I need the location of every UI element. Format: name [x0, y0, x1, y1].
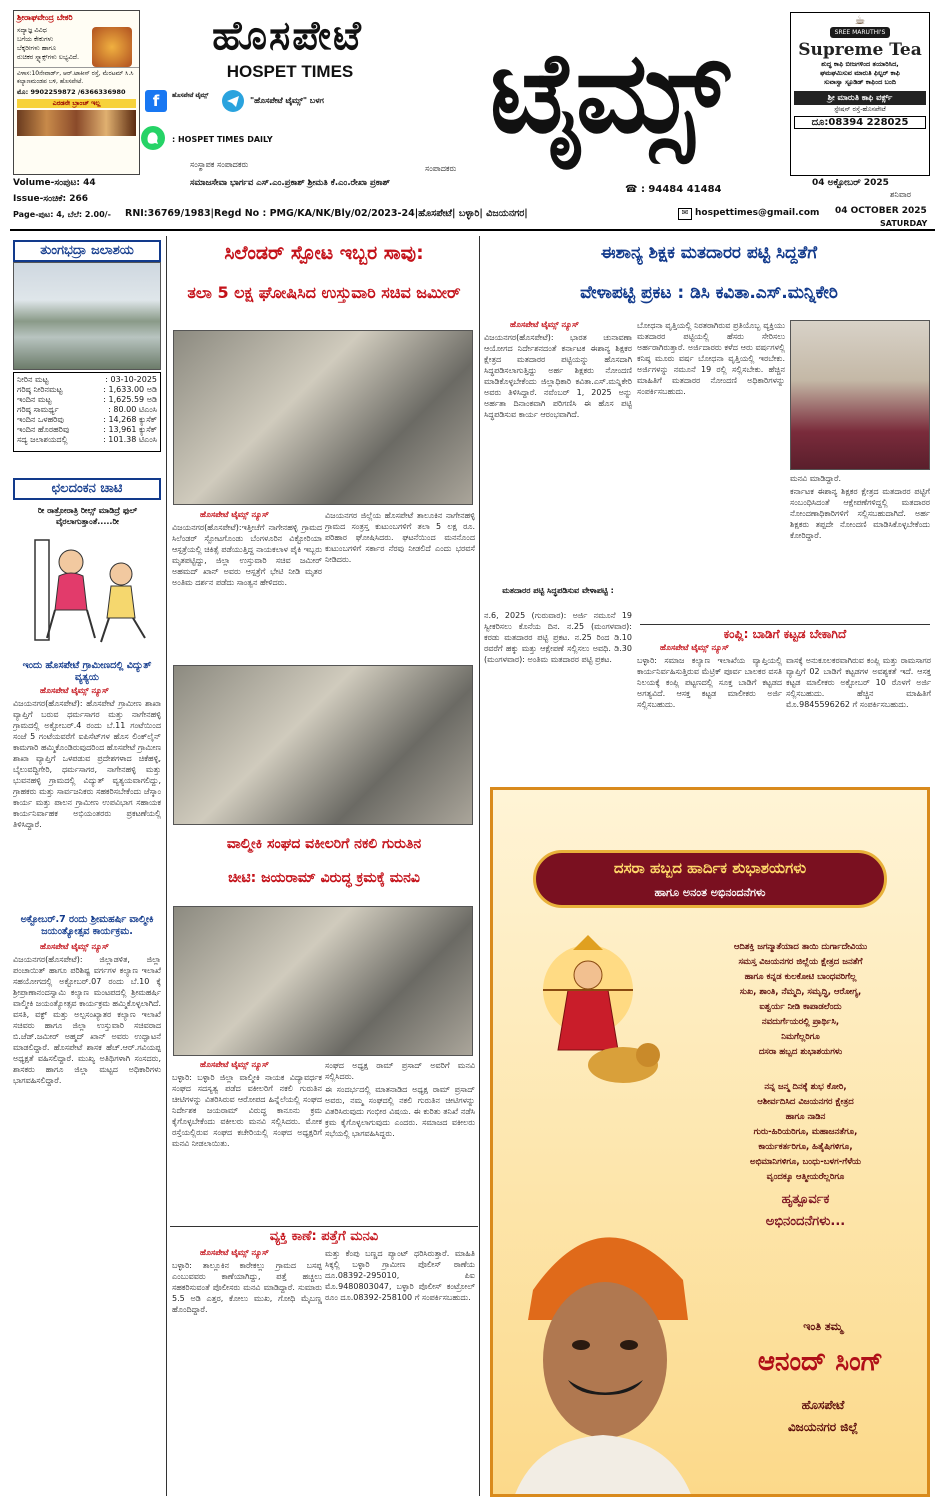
bakery-phone: ಮೊ: 9902259872 /6366336980	[17, 88, 126, 96]
greeting-line: ಅಭಿಮಾನಿಗಳಿಗೂ, ಬಂಧು-ಬಳಗ-ಗೆಳೆಯ	[749, 1157, 862, 1167]
left-story1-byline: ಹೊಸಪೇಟೆ ಟೈಮ್ಸ್ ನ್ಯೂಸ್	[40, 686, 109, 695]
bakery-footer-banner: ಎರಡನೇ ಬ್ರಾಂಚ್ ಇಲ್ಲ	[17, 99, 136, 108]
date-english: 04 OCTOBER 2025	[835, 206, 927, 216]
right-story2-body-right: ವಾಸಕ್ಕೆ ಅನುಕೂಲಕರವಾಗಿರುವ ಕಂಪ್ಲಿ ಮತ್ತು ರಾಮಸಾಗರ ವ್ಯಾಪ್ತಿಗೆ 02 ಬಾಡಿಗೆ ಕಟ್ಟಡಗಳ ಅವಶ್ಯಕತೆ ಇದೆ. ಆಸಕ್ತ ಕಟ್ಟಡ ಮಾಲೀಕರು ಅಕ್ಟೋಬರ್ 10 ರೊಳಗೆ ಅರ್ಜಿ ಸಲ್ಲಿಸಬಹುದು. ಹೆಚ್ಚಿನ ಮಾಹಿತಿಗೆ ಮೊ.9845596262 ಗೆ ಸಂಪರ್ಕಿಸಬಹುದು.	[786, 656, 931, 709]
greeting-subtitle: ಹಾಗೂ ಅನಂತ ಅಭಿನಂದನೆಗಳು	[654, 886, 766, 899]
greeting-line: ಐಶ್ವರ್ಯ ನೀಡಿ ಕಾಪಾಡಲೆಂದು	[759, 1002, 842, 1012]
dam-stat-row: ಗರಿಷ್ಠ ಸಾಮರ್ಥ್ಯ : 80.00 ಟಿಎಂಸಿ	[17, 405, 157, 414]
founder-names: ಸಮಾಜಸೇವಾ ಭಾರ್ಗವ ಎಸ್.ಎಂ.ಪ್ರಕಾಶ್ ಶ್ರೀಮತಿ ಕೆ.ಎಂ.ರೇಖಾ ಪ್ರಕಾಶ್	[190, 178, 391, 188]
center-story3-body-right: ಮತ್ತು ಕೆಂಪು ಬಣ್ಣದ ಪ್ಯಾಂಟ್ ಧರಿಸಿರುತ್ತಾರೆ. ಮಾಹಿತಿ ಸಿಕ್ಕಲ್ಲಿ ಬಳ್ಳಾರಿ ಗ್ರಾಮೀಣ ಪೊಲೀಸ್ ಠಾಣೆಯ ದೂ.08392-295010, ಪಿಐ ಮೊ.9480803047, ಬಳ್ಳಾರಿ ಪೊಲೀಸ್ ಕಂಟ್ರೋಲ್ ರೂಂ ದೂ.08392-258100 ಗೆ ಸಂಪರ್ಕಿಸಬಹುದು.	[325, 1249, 475, 1302]
center-story2-body-right: ಈ ಸಂದರ್ಭದಲ್ಲಿ ಮಾತನಾಡಿದ ಅಧ್ಯಕ್ಷ ರಾಮ್ ಪ್ರಸಾದ್ ಅವರು, ನಮ್ಮ ಸಂಘದಲ್ಲಿ ನಕಲಿ ಗುರುತಿನ ಚೀಟಿಗಳನ್ನು ವಿತರಿಸಿರುವುದು ಗಂಭೀರ ವಿಷಯ. ಈ ಕುರಿತು ತನಿಖೆ ನಡೆಸಿ ಕ್ರಮ ಕೈಗೊಳ್ಳಲಾಗುವುದು ಎಂದರು. ಸಮಾಜದ ವಕೀಲರು ಸಭೆಯಲ್ಲಿ ಭಾಗವಹಿಸಿದ್ದರು.	[325, 1085, 475, 1138]
center-story1-photo1	[173, 330, 473, 505]
greeting-line: ಆದಿಶಕ್ತಿ ಜಗನ್ಮಾತೆಯಾದ ತಾಯಿ ದುರ್ಗಾದೇವಿಯು	[733, 942, 868, 952]
bakery-lines	[14, 25, 92, 67]
greeting-line: ದಸರಾ ಹಬ್ಬದ ಶುಭಾಶಯಗಳು	[758, 1047, 843, 1057]
tea-brand-top: SREE MARUTHI'S	[830, 27, 890, 38]
dam-stat-row: ಗರಿಷ್ಠ ನೀರಿನಮಟ್ಟ : 1,633.00 ಅಡಿ	[17, 385, 157, 394]
tea-phone: ದೂ:08394 228025	[794, 116, 926, 129]
collector-portrait	[790, 320, 930, 470]
facebook-icon[interactable]: f	[145, 90, 167, 112]
greeting-second-message	[683, 1080, 928, 1233]
volume: Volume-ಸಂಪುಟ: 44	[13, 178, 96, 188]
bakery-line: ರುಚಿಕರ ಸ್ನ್ಯಾಕ್ಸ್‌ಗಳು ಲಭ್ಯವಿದೆ.	[17, 53, 80, 61]
greeting-name: ಆನಂದ್ ಸಿಂಗ್	[757, 1347, 884, 1377]
column-divider	[479, 236, 480, 1496]
right-story2-byline: ಹೊಸಪೇಟೆ ಟೈಮ್ಸ್ ನ್ಯೂಸ್	[660, 643, 729, 652]
left-story2-body: ವಿಜಯನಗರ(ಹೊಸಪೇಟೆ): ಜಿಲ್ಲಾಡಳಿತ, ಜಿಲ್ಲಾ ಪಂಚಾಯಿತ್ ಹಾಗೂ ಪರಿಶಿಷ್ಟ ವರ್ಗಗಳ ಕಲ್ಯಾಣ ಇಲಾಖೆ ಸಹಯೋಗದಲ್ಲಿ ಅಕ್ಟೋಬರ್.07 ರಂದು ಬೆ.10 ಕ್ಕೆ ಶ್ರೀಪ್ರಾಣಾನಂದಸ್ವಾಮಿ ಕಲ್ಯಾಣ ಮಂಟಪದಲ್ಲಿ ಶ್ರೀಮಹರ್ಷಿ ವಾಲ್ಮೀಕಿ ಜಯಂತ್ಯೋತ್ಸವ ಕಾರ್ಯಕ್ರಮ ಹಮ್ಮಿಕೊಳ್ಳಲಾಗಿದೆ. ವಸತಿ, ವಕ್ಫ್ ಮತ್ತು ಅಲ್ಪಸಂಖ್ಯಾತರ ಕಲ್ಯಾಣ ಇಲಾಖೆ ಸಚಿವರು ಹಾಗೂ ಜಿಲ್ಲಾ ಉಸ್ತುವಾರಿ ಸಚಿವರಾದ ಬಿ.ಜೆಡ್.ಜಮೀರ್ ಅಹ್ಮದ್ ಖಾನ್ ಅವರು ಉದ್ಘಾಟನೆ ಮಾಡಲಿದ್ದಾರೆ. ಹೊಸಪೇಟೆ ಶಾಸಕ ಹೆಚ್.ಆರ್.ಗವಿಯಪ್ಪ ಅಧ್ಯಕ್ಷತೆ ವಹಿಸಲಿದ್ದಾರೆ. ಮುಖ್ಯ ಅತಿಥಿಗಳಾಗಿ ಸಂಸದರು, ಶಾಸಕರು ಹಾಗೂ ಜಿಲ್ಲಾ ಮಟ್ಟದ ಅಧಿಕಾರಿಗಳು ಭಾಗವಹಿಸಲಿದ್ದಾರೆ.	[13, 955, 161, 1085]
email-address[interactable]: hospettimes@gmail.com	[695, 208, 820, 218]
right-story2-body-left: ಬಳ್ಳಾರಿ: ಸಮಾಜ ಕಲ್ಯಾಣ ಇಲಾಖೆಯ ವ್ಯಾಪ್ತಿಯಲ್ಲಿ ಕಾರ್ಯನಿರ್ವಹಿಸುತ್ತಿರುವ ಮೆಟ್ರಿಕ್ ಪೂರ್ವ ಬಾಲಕರ ವಸತಿ ನಿಲಯಕ್ಕೆ ಕಂಪ್ಲಿ ಪಟ್ಟಣದಲ್ಲಿ ಸೂಕ್ತ ಬಾಡಿಗೆ ಕಟ್ಟಡದ ಅಗತ್ಯವಿದೆ. ಆಸಕ್ತ ಕಟ್ಟಡ ಮಾಲೀಕರು ಅರ್ಜಿ ಸಲ್ಲಿಸಬಹುದು.	[637, 656, 782, 709]
greeting-line: ನವದುರ್ಗೆಯರಲ್ಲಿ ಪ್ರಾರ್ಥಿಸಿ,	[761, 1017, 840, 1027]
registration-line: RNI:36769/1983|Regd No : PMG/KA/NK/Bly/02/2023-24|ಹೊಸಪೇಟೆ| ಬಳ್ಳಾರಿ| ವಿಜಯನಗರ|	[125, 208, 528, 219]
whatsapp-icon[interactable]	[140, 125, 166, 151]
bakery-cakes-image	[17, 110, 136, 136]
dasara-greeting-ad	[490, 787, 930, 1497]
center-story1-photo2	[173, 665, 473, 825]
greeting-place: ಹೊಸಪೇಟೆ	[801, 1398, 845, 1412]
dam-title: ತುಂಗಭದ್ರಾ ಜಲಾಶಯ	[13, 240, 161, 262]
right-story2-headline: ಕಂಪ್ಲಿ: ಬಾಡಿಗೆ ಕಟ್ಟಡ ಬೇಕಾಗಿದೆ	[640, 624, 930, 643]
right-story1-body-right2: ಕರ್ನಾಟಕ ಈಶಾನ್ಯ ಶಿಕ್ಷಕರ ಕ್ಷೇತ್ರದ ಮತದಾರರ ಪಟ್ಟಿಗೆ ಸಂಬಂಧಿಸಿದಂತೆ ಆಕ್ಷೇಪಣೆಗಳಿದ್ದಲ್ಲಿ ಮತದಾರರ ನೋಂದಣಾಧಿಕಾರಿಗಳಿಗೆ ಸಲ್ಲಿಸಬಹುದಾಗಿದೆ. ಅರ್ಹ ಶಿಕ್ಷಕರು ತಪ್ಪದೇ ನೋಂದಣಿ ಮಾಡಿಸಿಕೊಳ್ಳಬೇಕೆಂದು ಕೋರಿದ್ದಾರೆ.	[790, 487, 930, 540]
tea-cup-icon: ☕	[854, 13, 866, 27]
greeting-line: ಆಶೀರ್ವದಿಸಿದ ವಿಜಯನಗರ ಕ್ಷೇತ್ರದ	[757, 1097, 854, 1107]
facebook-label: ಹೊಸಪೇಟೆ ಟೈಮ್ಸ್	[172, 92, 209, 99]
right-story1-body-right: ಬೋಧನಾ ವೃತ್ತಿಯಲ್ಲಿ ನಿರತರಾಗಿರುವ ಪ್ರತಿಯೊಬ್ಬ ವ್ಯಕ್ತಿಯು ಮತದಾರರ ಪಟ್ಟಿಯಲ್ಲಿ ಹೆಸರು ಸೇರಿಸಲು ಅರ್ಹರಾಗಿರುತ್ತಾರೆ. ಅರ್ಜಿದಾರರು ಕಳೆದ ಆರು ವರ್ಷಗಳಲ್ಲಿ ಕನಿಷ್ಠ ಮೂರು ವರ್ಷ ಬೋಧನಾ ವೃತ್ತಿಯಲ್ಲಿ ಇರಬೇಕು. ಅರ್ಜಿಗಳನ್ನು ನಮೂನೆ 19 ರಲ್ಲಿ ಸಲ್ಲಿಸಬೇಕು. ಹೆಚ್ಚಿನ ಮಾಹಿತಿಗೆ ಮತದಾರರ ನೋಂದಣಿ ಅಧಿಕಾರಿಗಳನ್ನು ಸಂಪರ್ಕಿಸಬಹುದು.	[637, 321, 785, 396]
founder-label: ಸಂಸ್ಥಾಪಕ ಸಂಪಾದಕರು	[190, 160, 249, 169]
whatsapp-label: : HOSPET TIMES DAILY	[172, 135, 273, 144]
center-story2-headline-line2: ಚೀಟಿ: ಜಯರಾಮ್ ವಿರುದ್ಧ ಕ್ರಮಕ್ಕೆ ಮನವಿ	[228, 870, 420, 886]
greeting-district: ವಿಜಯನಗರ ಜಿಲ್ಲೆ	[787, 1420, 859, 1434]
cartoon-caption: ರೀ ರಾತ್ರೋರಾತ್ರಿ ರೀಲ್ಸ್ ಮಾಡಿದ್ರೆ ಫುಲ್ ವೈರಲಾಗುತ್ತಾಂತೆ.....ರೀ	[37, 506, 138, 526]
pages-price: Page-ಪುಟ: 4, ಬೆಲೆ: 2.00/-	[13, 210, 111, 219]
dam-stat-row: ಸದ್ಯ ಜಲಾಶಯದಲ್ಲಿ : 101.38 ಟಿಎಂಸಿ	[17, 435, 157, 444]
dam-photo	[13, 262, 161, 370]
left-story1-headline: ಇಂದು ಹೊಸಪೇಟೆ ಗ್ರಾಮೀಣದಲ್ಲಿ ವಿದ್ಯುತ್ ವ್ಯತ್ಯಯ	[22, 660, 152, 683]
greeting-line: ಹಾಗೂ ನಾಡಿನ	[785, 1112, 826, 1122]
tea-line: ಸುವಾಸ್ವಾ ಸ್ಟೂಡಿಡ್ ಕಾಫಿಂದ ಬಂದಿ	[823, 78, 897, 86]
greeting-line: ನಿಮಗೆಲ್ಲರಿಗೂ	[781, 1032, 820, 1042]
cartoon-title: ಛಲದಂಕನ ಚಾಟಿ	[13, 478, 161, 500]
bakery-line: ಬಗೆಯ ಕೇಕುಗಳು	[17, 35, 54, 43]
dam-stat-row: ಇಂದಿನ ಒಳಹರಿವು : 14,268 ಕ್ಯುಸೆಕ್	[17, 415, 157, 424]
center-story1-byline: ಹೊಸಪೇಟೆ ಟೈಮ್ಸ್ ನ್ಯೂಸ್	[200, 510, 269, 519]
issue: Issue-ಸಂಚಿಕೆ: 266	[13, 194, 89, 204]
greeting-thanks: ಹೃತ್ಪೂರ್ವಕ	[781, 1192, 830, 1207]
center-story3-body-left: ಬಳ್ಳಾರಿ: ತಾಲ್ಲೂಕಿನ ಕಾರೇಕಲ್ಲು ಗ್ರಾಮದ ಬಸಪ್ಪ ಎಂಬುವವರು ಕಾಣೆಯಾಗಿದ್ದು, ಪತ್ತೆ ಹಚ್ಚಲು ಸಹಕರಿಸುವಂತೆ ಪೊಲೀಸರು ಮನವಿ ಮಾಡಿದ್ದಾರೆ. ಸುಮಾರು 5.5 ಅಡಿ ಎತ್ತರ, ಕೋಲು ಮುಖ, ಗೋಧಿ ಮೈಬಣ್ಣ ಹೊಂದಿದ್ದಾರೆ.	[172, 1261, 322, 1314]
tea-line: ಘಮಘಮಿಸುವ ಮಾರುತಿ ಫಿಲ್ಟರ್ ಕಾಫಿ	[820, 69, 900, 77]
greeting-line: ಗುರು-ಹಿರಿಯರಿಗೂ, ಮಹಾಜನತೆಗೂ,	[753, 1127, 858, 1137]
center-story3-byline: ಹೊಸಪೇಟೆ ಟೈಮ್ಸ್ ನ್ಯೂಸ್	[200, 1248, 269, 1257]
center-story2-body-left: ಬಳ್ಳಾರಿ: ಬಳ್ಳಾರಿ ಜಿಲ್ಲಾ ವಾಲ್ಮೀಕಿ ನಾಯಕ ವಿದ್ಯಾವರ್ಧಕ ಸಂಘದ ಸದಸ್ಯತ್ವ ಪಡೆದ ವಕೀಲರಿಗೆ ನಕಲಿ ಗುರುತಿನ ಚೀಟಿಗಳನ್ನು ವಿತರಿಸಿರುವ ಆರೋಪದ ಹಿನ್ನೆಲೆಯಲ್ಲಿ ಸಂಘದ ನಿರ್ದೇಶಕ ಜಯರಾಮ್ ವಿರುದ್ಧ ಕಾನೂನು ಕ್ರಮ ಕೈಗೊಳ್ಳಬೇಕೆಂದು ವಕೀಲರು ಮನವಿ ಸಲ್ಲಿಸಿದರು. ಮೋಕ ರಸ್ತೆಯಲ್ಲಿರುವ ಸಂಘದ ಕಚೇರಿಯಲ್ಲಿ ಸಂಘದ ಅಧ್ಯಕ್ಷರಿಗೆ ಮನವಿ ನೀಡಲಾಯಿತು.	[172, 1073, 322, 1148]
left-story1-body: ವಿಜಯನಗರ(ಹೊಸಪೇಟೆ): ಹೊಸಪೇಟೆ ಗ್ರಾಮೀಣ ಶಾಖಾ ವ್ಯಾಪ್ತಿಗೆ ಬರುವ ಧರ್ಮಸಾಗರ ಮತ್ತು ನಾಗೇನಹಳ್ಳಿ ಗ್ರಾಮದಲ್ಲಿ ಅಕ್ಟೋಬರ್.4 ರಂದು ಬೆ.11 ಗಂಟೆಯಿಂದ ಸಂಜೆ 5 ಗಂಟೆಯವರೆಗೆ ಐಪಿಸೆಟ್‌ಗಳ ಹೊಸ ಲಿಂಕ್‌ಲೈನ್ ಕಾಮಗಾರಿ ಹಮ್ಮಿಕೊಂಡಿರುವುದರಿಂದ ಹೊಸಪೇಟೆ ಗ್ರಾಮೀಣ ಶಾಖಾ ವ್ಯಾಪ್ತಿಗೆ ಒಳಪಡುವ ಪ್ರದೇಶಗಳಾದ ಚಿಕೆಹಳ್ಳಿ, ಬೈಲುವದ್ದಿಗೇರಿ, ಧರ್ಮಸಾಗರ, ನಾಗೇನಹಳ್ಳಿ ಮತ್ತು ಭುವನಹಳ್ಳಿ ಗ್ರಾಮದಲ್ಲಿ ವಿದ್ಯುತ್ ವ್ಯತ್ಯಯವಾಗಲಿದ್ದು, ಗ್ರಾಹಕರು ಮತ್ತು ಸಾರ್ವಜನಿಕರು ಸಹಕರಿಸಬೇಕೆಂದು ಜೆಸ್ಕಾಂ ಕಾರ್ಯ ಮತ್ತು ಪಾಲನ ಗ್ರಾಮೀಣ ಉಪವಿಭಾಗ ಸಹಾಯಕ ಕಾರ್ಯನಿರ್ವಾಹಕ ಅಭಿಯಂತರರು ಪ್ರಕಟಣೆಯಲ್ಲಿ ತಿಳಿಸಿದ್ದಾರೆ.	[13, 699, 161, 829]
center-story2-photo-caption: ಸಂಘದ ಅಧ್ಯಕ್ಷ ರಾಮ್ ಪ್ರಸಾದ್ ಅವರಿಗೆ ಮನವಿ ಸಲ್ಲಿಸಿದರು.	[325, 1061, 475, 1081]
greeting-message	[673, 940, 928, 1060]
right-story1-photo-caption: ಮನವಿ ಮಾಡಿದ್ದಾರೆ.	[790, 474, 842, 483]
bakery-address: ವಿಳಾಸ:10ನೇವಾರ್ಡ್, ಆರ್.ಟಾಕೀಸ್ ರಸ್ತೆ, ಮೆರಟಮ್ ಸಿ.ಸಿ ಕಲ್ಯಾಣಮಂಡಪ ಬಳಿ, ಹೊಸಪೇಟೆ.	[14, 67, 139, 88]
right-story1-headline-line2: ವೇಳಾಪಟ್ಟಿ ಪ್ರಕಟ : ಡಿಸಿ ಕವಿತಾ.ಎಸ್.ಮನ್ನಿಕೇರಿ	[580, 283, 838, 303]
center-story3-headline: ವ್ಯಕ್ತಿ ಕಾಣೆ: ಪತ್ತೆಗೆ ಮನವಿ	[170, 1226, 478, 1247]
left-story2-headline: ಅಕ್ಟೋಬರ್.7 ರಂದು ಶ್ರೀಮಹರ್ಷಿ ವಾಲ್ಮೀಕಿ ಜಯಂತ್ಯೋತ್ಸವ ಕಾರ್ಯಕ್ರಮ.	[20, 914, 154, 937]
right-story1-schedule-body: ನ.6, 2025 (ಗುರುವಾರ): ಅರ್ಜಿ ನಮೂನೆ 19 ಸ್ವೀಕರಿಸಲು ಕೊನೆಯ ದಿನ. ನ.25 (ಮಂಗಳವಾರ): ಕರಡು ಮತದಾರರ ಪಟ್ಟಿ ಪ್ರಕಟ. ನ.25 ರಿಂದ ಡಿ.10 ರವರೆಗೆ ಹಕ್ಕು ಮತ್ತು ಆಕ್ಷೇಪಣೆ ಸಲ್ಲಿಸಲು ಅವಧಿ. ಡಿ.30 (ಮಂಗಳವಾರ): ಅಂತಿಮ ಮತದಾರರ ಪಟ್ಟಿ ಪ್ರಕಟ.	[484, 611, 632, 664]
center-story2-headline-line1: ವಾಲ್ಮೀಕಿ ಸಂಘದ ವಕೀಲರಿಗೆ ನಕಲಿ ಗುರುತಿನ	[226, 836, 422, 852]
dam-stat-row: ನೀರಿನ ಮಟ್ಟ : 03-10-2025	[17, 375, 157, 384]
dam-stat-row: ಇಂದಿನ ಹೊರಹರಿವು : 13,961 ಕ್ಯುಸೆಕ್	[17, 425, 157, 434]
center-story1-headline-line1: ಸಿಲೆಂಡರ್ ಸ್ಪೋಟ ಇಬ್ಬರ ಸಾವು:	[224, 242, 424, 264]
tea-brand-name: Supreme Tea	[798, 40, 922, 60]
greeting-title: ದಸರಾ ಹಬ್ಬದ ಹಾರ್ದಿಕ ಶುಭಾಶಯಗಳು	[613, 859, 807, 877]
bakery-line: ಬೆಕ್ಕರೀಗಳು ಹಾಗೂ	[17, 44, 57, 52]
center-story2-photo	[173, 906, 473, 1056]
center-story1-body-right: ವಿಜಯನಗರ ಜಿಲ್ಲೆಯ ಹೊಸಪೇಟೆ ತಾಲೂಕಿನ ನಾಗೇನಹಳ್ಳಿ ಗ್ರಾಮದ ಸಂತ್ರಸ್ತ ಕುಟುಂಬಗಳಿಗೆ ತಲಾ 5 ಲಕ್ಷ ರೂ. ಪರಿಹಾರ ಘೋಷಿಸಿದರು. ಘಟನೆಯಿಂದ ಮನನೊಂದ ಕುಟುಂಬಗಳಿಗೆ ಸರ್ಕಾರ ನೆರವು ನೀಡಲಿದೆ ಎಂದು ಭರವಸೆ ನೀಡಿದರು.	[325, 511, 475, 564]
greeting-line: ನನ್ನ ಜನ್ಮ ದಿನಕ್ಕೆ ಶುಭ ಕೋರಿ,	[764, 1082, 847, 1092]
day-kannada: ಶನಿವಾರ	[890, 190, 912, 199]
dam-stats-table	[13, 372, 161, 452]
leader-portrait	[493, 1170, 713, 1497]
right-story1-body-left: ವಿಜಯನಗರ(ಹೊಸಪೇಟೆ): ಭಾರತ ಚುನಾವಣಾ ಆಯೋಗದ ನಿರ್ದೇಶನದಂತೆ ಕರ್ನಾಟಕ ಈಶಾನ್ಯ ಶಿಕ್ಷಕರ ಕ್ಷೇತ್ರದ ಮತದಾರರ ಪಟ್ಟಿಯನ್ನು ಹೊಸದಾಗಿ ಸಿದ್ಧಪಡಿಸಲಾಗುತ್ತಿದ್ದು ಅರ್ಹ ಶಿಕ್ಷಕರು ನೋಂದಣಿ ಮಾಡಿಕೊಳ್ಳಬೇಕೆಂದು ಜಿಲ್ಲಾಧಿಕಾರಿ ಕವಿತಾ.ಎಸ್.ಮನ್ನಿಕೇರಿ ಅವರು ತಿಳಿಸಿದ್ದಾರೆ. ನವೆಂಬರ್ 1, 2025 ಅನ್ನು ಅರ್ಹತಾ ದಿನಾಂಕವಾಗಿ ಪರಿಗಣಿಸಿ ಈ ಹೊಸ ಪಟ್ಟಿ ಸಿದ್ಧಪಡಿಸುವ ಕಾರ್ಯ ಆರಂಭವಾಗಿದೆ.	[484, 333, 632, 419]
tea-shop-name: ಶ್ರೀ ಮಾರುತಿ ಕಾಫಿ ವರ್ಕ್ಸ್	[794, 91, 926, 105]
date-kannada: 04 ಅಕ್ಟೋಬರ್ 2025	[812, 178, 889, 188]
email-icon: ✉	[678, 208, 692, 220]
greeting-title-banner	[533, 850, 887, 908]
bakery-ad-title: ಶ್ರೀರಾಘವೇಂದ್ರ ಬೇಕರಿ	[17, 13, 73, 22]
greeting-line: ಸಮಸ್ತ ವಿಜಯನಗರ ಜಿಲ್ಲೆಯ ಕ್ಷೇತ್ರದ ಜನತೆಗೆ	[738, 957, 863, 967]
greeting-line: ಹಾಗೂ ಕನ್ನಡ ಕುಲಕೋಟಿ ಬಾಂಧವರಿಗೆಲ್ಲ	[744, 972, 857, 982]
center-story1-headline-line2: ತಲಾ 5 ಲಕ್ಷ ಘೋಷಿಸಿದ ಉಸ್ತುವಾರಿ ಸಚಿವ ಜಮೀರ್	[187, 283, 461, 302]
center-story2-byline: ಹೊಸಪೇಟೆ ಟೈಮ್ಸ್ ನ್ಯೂಸ್	[200, 1060, 269, 1069]
center-story1-body-left: ವಿಜಯನಗರ(ಹೊಸಪೇಟೆ):ಇತ್ತೀಚೆಗೆ ನಾಗೇನಹಳ್ಳಿ ಗ್ರಾಮದ ಸಿಲೆಂಡರ್ ಸ್ಪೋಟಗೊಂಡು ಬೆಂಗಳೂರಿನ ವಿಕ್ಟೋರಿಯಾ ಆಸ್ಪತ್ರೆಯಲ್ಲಿ ಚಿಕಿತ್ಸೆ ಪಡೆಯುತ್ತಿದ್ದ ನಾಯಕಲಾಳ ಪೈಕಿ ಇಬ್ಬರು ಮೃತಪಟ್ಟಿದ್ದು, ಜಿಲ್ಲಾ ಉಸ್ತುವಾರಿ ಸಚಿವ ಜಮೀರ್ ಅಹಮದ್ ಖಾನ್ ಅವರು ಆಸ್ಪತ್ರೆಗೆ ಭೇಟಿ ನೀಡಿ ಮೃತರ ಅಂತಿಮ ದರ್ಶನ ಪಡೆದು ಸಾಂತ್ವನ ಹೇಳಿದರು.	[172, 523, 322, 587]
column-divider	[166, 236, 167, 1496]
left-story2-byline: ಹೊಸಪೇಟೆ ಟೈಮ್ಸ್ ನ್ಯೂಸ್	[40, 942, 109, 951]
masthead-divider	[10, 229, 935, 231]
logo-english: HOSPET TIMES	[226, 62, 354, 81]
telegram-label: "ಹೊಸಪೇಟೆ ಟೈಮ್ಸ್" ಬಳಗ	[250, 96, 324, 105]
tea-address: ಸ್ಟೇಷನ್ ರಸ್ತೆ-ಹೊಸಪೇಟೆ	[834, 105, 886, 113]
phone-number: ☎ : 94484 41484	[625, 184, 722, 195]
editor-label: ಸಂಪಾದಕರು	[425, 164, 457, 173]
right-story1-headline-line1: ಈಶಾನ್ಯ ಶಿಕ್ಷಕ ಮತದಾರರ ಪಟ್ಟಿ ಸಿದ್ದತೆಗೆ	[600, 243, 818, 263]
greeting-line: ವೃಂದಕ್ಕೂ ಆತ್ಮೀಯರೆಲ್ಲರಿಗೂ	[766, 1172, 845, 1182]
day-english: SATURDAY	[880, 219, 928, 228]
greeting-line: ಸುಖ, ಶಾಂತಿ, ನೆಮ್ಮದಿ, ಸಮೃದ್ಧಿ, ಆರೋಗ್ಯ,	[739, 987, 862, 997]
right-story1-byline: ಹೊಸಪೇಟೆ ಟೈಮ್ಸ್ ನ್ಯೂಸ್	[510, 320, 579, 329]
greeting-line: ಕಾರ್ಯಕರ್ತರಿಗೂ, ಹಿತೈಷಿಗಳಿಗೂ,	[758, 1142, 853, 1152]
tea-line: ಶುದ್ಧ ಕಾಫಿ ಬೀಜಗಳಿಂದ ತಯಾರಿಸಿದ,	[821, 60, 899, 68]
telegram-icon[interactable]	[222, 90, 244, 112]
left-bakery-ad	[13, 10, 140, 175]
bakery-deity-image	[92, 27, 132, 67]
logo-kannada-small: ಹೊಸಪೇಟೆ	[212, 13, 363, 59]
cartoon-illustration	[13, 530, 161, 655]
greeting-thanks2: ಅಭಿನಂದನೆಗಳು...	[765, 1214, 846, 1229]
greeting-regards: ಇಂತಿ ತಮ್ಮ	[803, 1320, 843, 1333]
right-tea-ad	[790, 12, 930, 176]
dam-stat-row: ಇಂದಿನ ಮಟ್ಟ : 1,625.59 ಅಡಿ	[17, 395, 157, 404]
logo-kannada-big: ಟೈಮ್ಸ್	[489, 28, 726, 158]
right-story1-schedule-title: ಮತದಾರರ ಪಟ್ಟಿ ಸಿದ್ಧಪಡಿಸುವ ವೇಳಾಪಟ್ಟಿ :	[502, 586, 614, 595]
durga-illustration	[503, 930, 673, 1100]
bakery-line: ಸದ್ಯಾಜ್ಞ ವಿವಿಧ	[17, 26, 47, 34]
